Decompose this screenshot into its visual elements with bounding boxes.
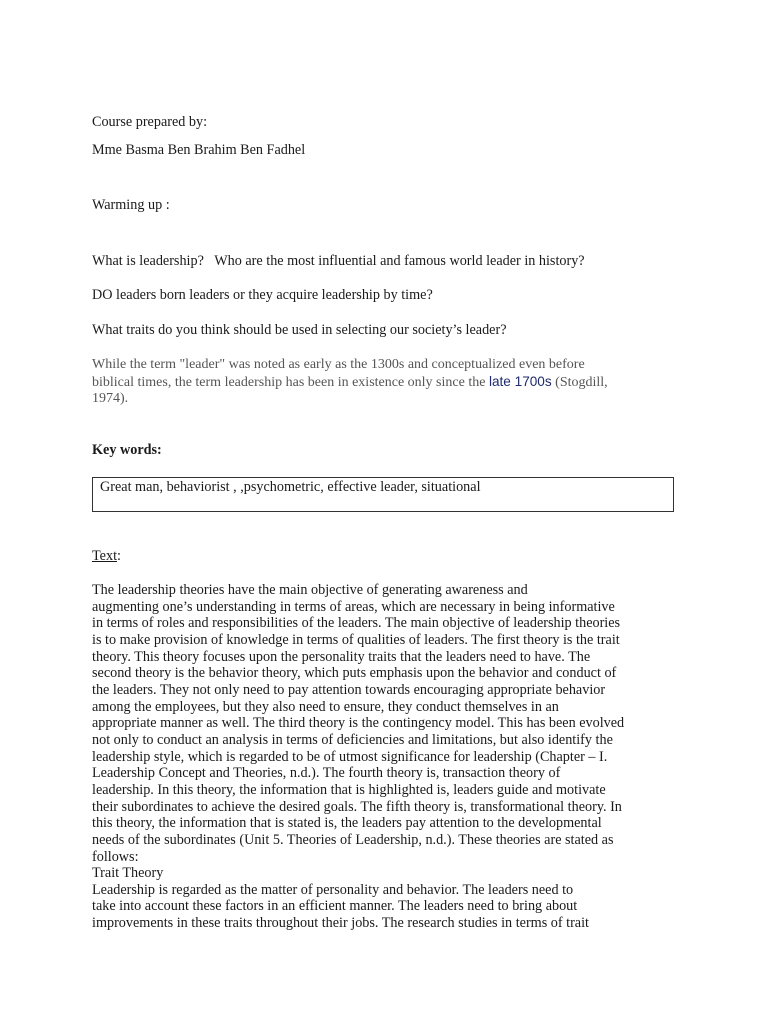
text-line: follows: bbox=[92, 848, 139, 865]
warmup-heading: Warming up : bbox=[92, 197, 170, 213]
text-line: augmenting one’s understanding in terms of areas, which are necessary in being informative bbox=[92, 598, 615, 615]
text-line: in terms of roles and responsibilities of the leaders. The main objective of leadership theories bbox=[92, 615, 621, 632]
text-line: Leadership Concept and Theories, n.d.). The fourth theory is, transaction theory of bbox=[92, 765, 561, 782]
warmup-question: What traits do you think should be used in selecting our society’s leader? bbox=[92, 322, 507, 338]
text-line: needs of the subordinates (Unit 5. Theories of Leadership, n.d.). These theories are stated as bbox=[92, 831, 614, 848]
warmup-question: What is leadership? Who are the most influential and famous world leader in history? bbox=[92, 253, 585, 269]
text-line: improvements in these traits throughout their jobs. The research studies in terms of trait bbox=[92, 915, 589, 932]
keywords-list: Great man, behaviorist , ,psychometric, effective leader, situational bbox=[100, 479, 481, 495]
text-line: The leadership theories have the main objective of generating awareness and bbox=[92, 582, 528, 598]
text-line: among the employees, but they also need to ensure, they conduct themselves in an bbox=[92, 698, 559, 715]
text-line: Leadership is regarded as the matter of personality and behavior. The leaders need to bbox=[92, 881, 574, 898]
warmup-question: DO leaders born leaders or they acquire leadership by time? bbox=[92, 287, 433, 303]
subheading-trait-theory: Trait Theory bbox=[92, 865, 164, 882]
late-1700s-link[interactable]: late 1700s bbox=[488, 373, 552, 389]
author-name: Mme Basma Ben Brahim Ben Fadhel bbox=[92, 142, 306, 158]
text-line: their subordinates to achieve the desired goals. The fifth theory is, transformational theory. In bbox=[92, 798, 622, 815]
text-line: the leaders. They not only need to pay attention towards encouraging appropriate behavior bbox=[92, 681, 606, 698]
prepared-by-label: Course prepared by: bbox=[92, 114, 208, 130]
history-quote: While the term "leader" was noted as early as the 1300s and conceptualized even before biblical times, the term leadership has been in existence only since the late 1700s (Stogdill, 1974). bbox=[92, 357, 608, 407]
text-line: is to make provision of knowledge in terms of qualities of leaders. The first theory is the trait bbox=[92, 631, 620, 648]
text-line: second theory is the behavior theory, which puts emphasis upon the behavior and conduct of bbox=[92, 665, 617, 682]
body-text bbox=[92, 582, 624, 932]
text-line: appropriate manner as well. The third theory is the contingency model. This has been evolved bbox=[92, 715, 625, 732]
text-line: not only to conduct an analysis in terms of deficiencies and limitations, but also identify the bbox=[92, 731, 613, 748]
text-heading: Text: bbox=[92, 548, 121, 564]
text-line: leadership. In this theory, the information that is highlighted is, leaders guide and motivate bbox=[92, 781, 606, 798]
keywords-box bbox=[92, 477, 674, 512]
text-line: theory. This theory focuses upon the personality traits that the leaders need to have. The bbox=[92, 648, 591, 665]
keywords-heading: Key words: bbox=[92, 442, 162, 458]
text-line: leadership style, which is regarded to be of utmost significance for leadership (Chapter – I. bbox=[92, 748, 608, 765]
text-line: take into account these factors in an efficient manner. The leaders need to bring about bbox=[92, 898, 578, 915]
text-line: this theory, the information that is stated is, the leaders pay attention to the developmental bbox=[92, 815, 602, 832]
